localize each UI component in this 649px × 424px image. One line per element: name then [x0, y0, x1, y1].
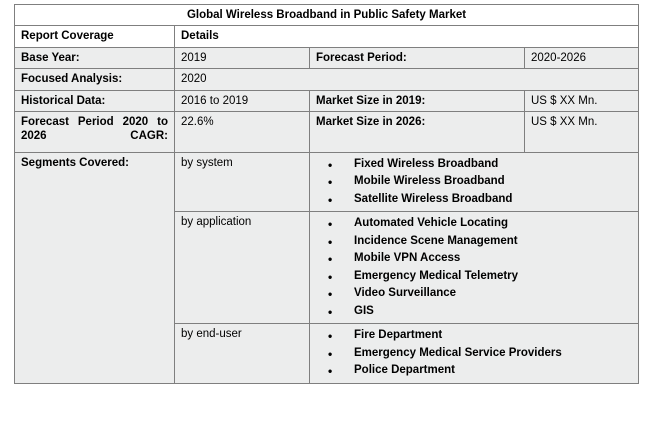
- column-header-details: Details: [175, 26, 639, 47]
- list-item: • Emergency Medical Telemetry: [342, 268, 632, 285]
- table-title-row: [15, 5, 639, 26]
- row-label-forecast-period: Forecast Period:: [310, 47, 525, 68]
- segment-type-by-end-user: by end-user: [175, 324, 310, 383]
- row-label-segments-covered: Segments Covered:: [15, 152, 175, 383]
- column-header-report-coverage: Report Coverage: [15, 26, 175, 47]
- row-value-base-year: 2019: [175, 47, 310, 68]
- table-row-segments-system: [15, 152, 639, 211]
- segment-list-by-end-user: [310, 324, 639, 383]
- row-value-focused-analysis: 2020: [175, 69, 639, 90]
- row-label-focused-analysis: Focused Analysis:: [15, 69, 175, 90]
- bullet-list: [316, 327, 632, 379]
- page-title: Global Wireless Broadband in Public Safety Market: [15, 5, 639, 26]
- report-coverage-table: [14, 4, 639, 384]
- list-item: • Police Department: [342, 362, 632, 379]
- list-item: • Automated Vehicle Locating: [342, 215, 632, 232]
- segment-type-by-application: by application: [175, 212, 310, 324]
- row-label-base-year: Base Year:: [15, 47, 175, 68]
- list-item: • GIS: [342, 303, 632, 320]
- list-item: • Mobile Wireless Broadband: [342, 173, 632, 190]
- row-label-market-size-2019: Market Size in 2019:: [310, 90, 525, 111]
- table-row: [15, 47, 639, 68]
- row-label-cagr: Forecast Period 2020 to 2026 CAGR:: [15, 111, 175, 152]
- row-value-market-size-2026: US $ XX Mn.: [525, 111, 639, 152]
- list-item: • Fire Department: [342, 327, 632, 344]
- bullet-list: [316, 215, 632, 320]
- segment-list-by-application: [310, 212, 639, 324]
- segment-type-by-system: by system: [175, 152, 310, 211]
- table-row: [15, 90, 639, 111]
- table-row: [15, 69, 639, 90]
- bullet-list: [316, 156, 632, 208]
- table-row: [15, 111, 639, 152]
- row-label-historical-data: Historical Data:: [15, 90, 175, 111]
- row-value-cagr: 22.6%: [175, 111, 310, 152]
- row-value-market-size-2019: US $ XX Mn.: [525, 90, 639, 111]
- list-item: • Mobile VPN Access: [342, 250, 632, 267]
- segment-list-by-system: [310, 152, 639, 211]
- list-item: • Emergency Medical Service Providers: [342, 345, 632, 362]
- list-item: • Fixed Wireless Broadband: [342, 156, 632, 173]
- row-value-forecast-period: 2020-2026: [525, 47, 639, 68]
- list-item: • Satellite Wireless Broadband: [342, 191, 632, 208]
- table-header-row: [15, 26, 639, 47]
- row-value-historical-data: 2016 to 2019: [175, 90, 310, 111]
- row-label-market-size-2026: Market Size in 2026:: [310, 111, 525, 152]
- list-item: • Video Surveillance: [342, 285, 632, 302]
- list-item: • Incidence Scene Management: [342, 233, 632, 250]
